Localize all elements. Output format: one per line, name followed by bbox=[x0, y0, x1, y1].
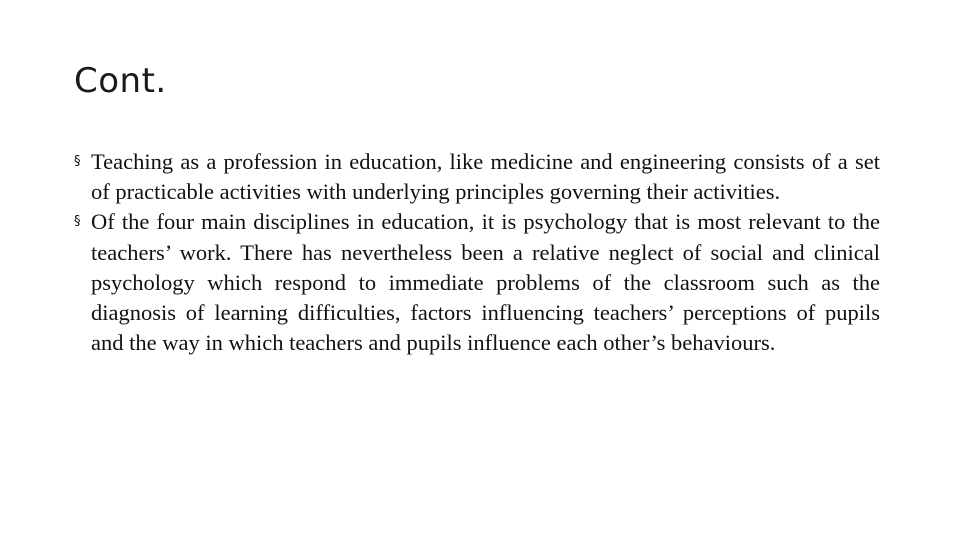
bullet-text: Teaching as a profession in education, like medicine and engineering consists of a set of practicable activities with underlying principles governing their activities. bbox=[91, 149, 880, 205]
slide-title: Cont. bbox=[74, 61, 167, 101]
bullet-list bbox=[72, 147, 880, 358]
bullet-text: Of the four main disciplines in education, it is psychology that is most relevant to the teachers’ work. There has nevertheless been a relative neglect of social and clinical psychology which respond to immediate problems of the classroom such as the diagnosis of learning difficulties, factors influencing teachers’ perceptions of pupils and the way in which teachers and pupils influence each other’s behaviours. bbox=[91, 209, 880, 356]
bullet-item-teaching-profession bbox=[72, 147, 880, 207]
bullet-marker-icon: § bbox=[74, 214, 81, 230]
bullet-marker-icon: § bbox=[74, 154, 81, 169]
bullet-item-psychology-disciplines bbox=[72, 207, 880, 358]
